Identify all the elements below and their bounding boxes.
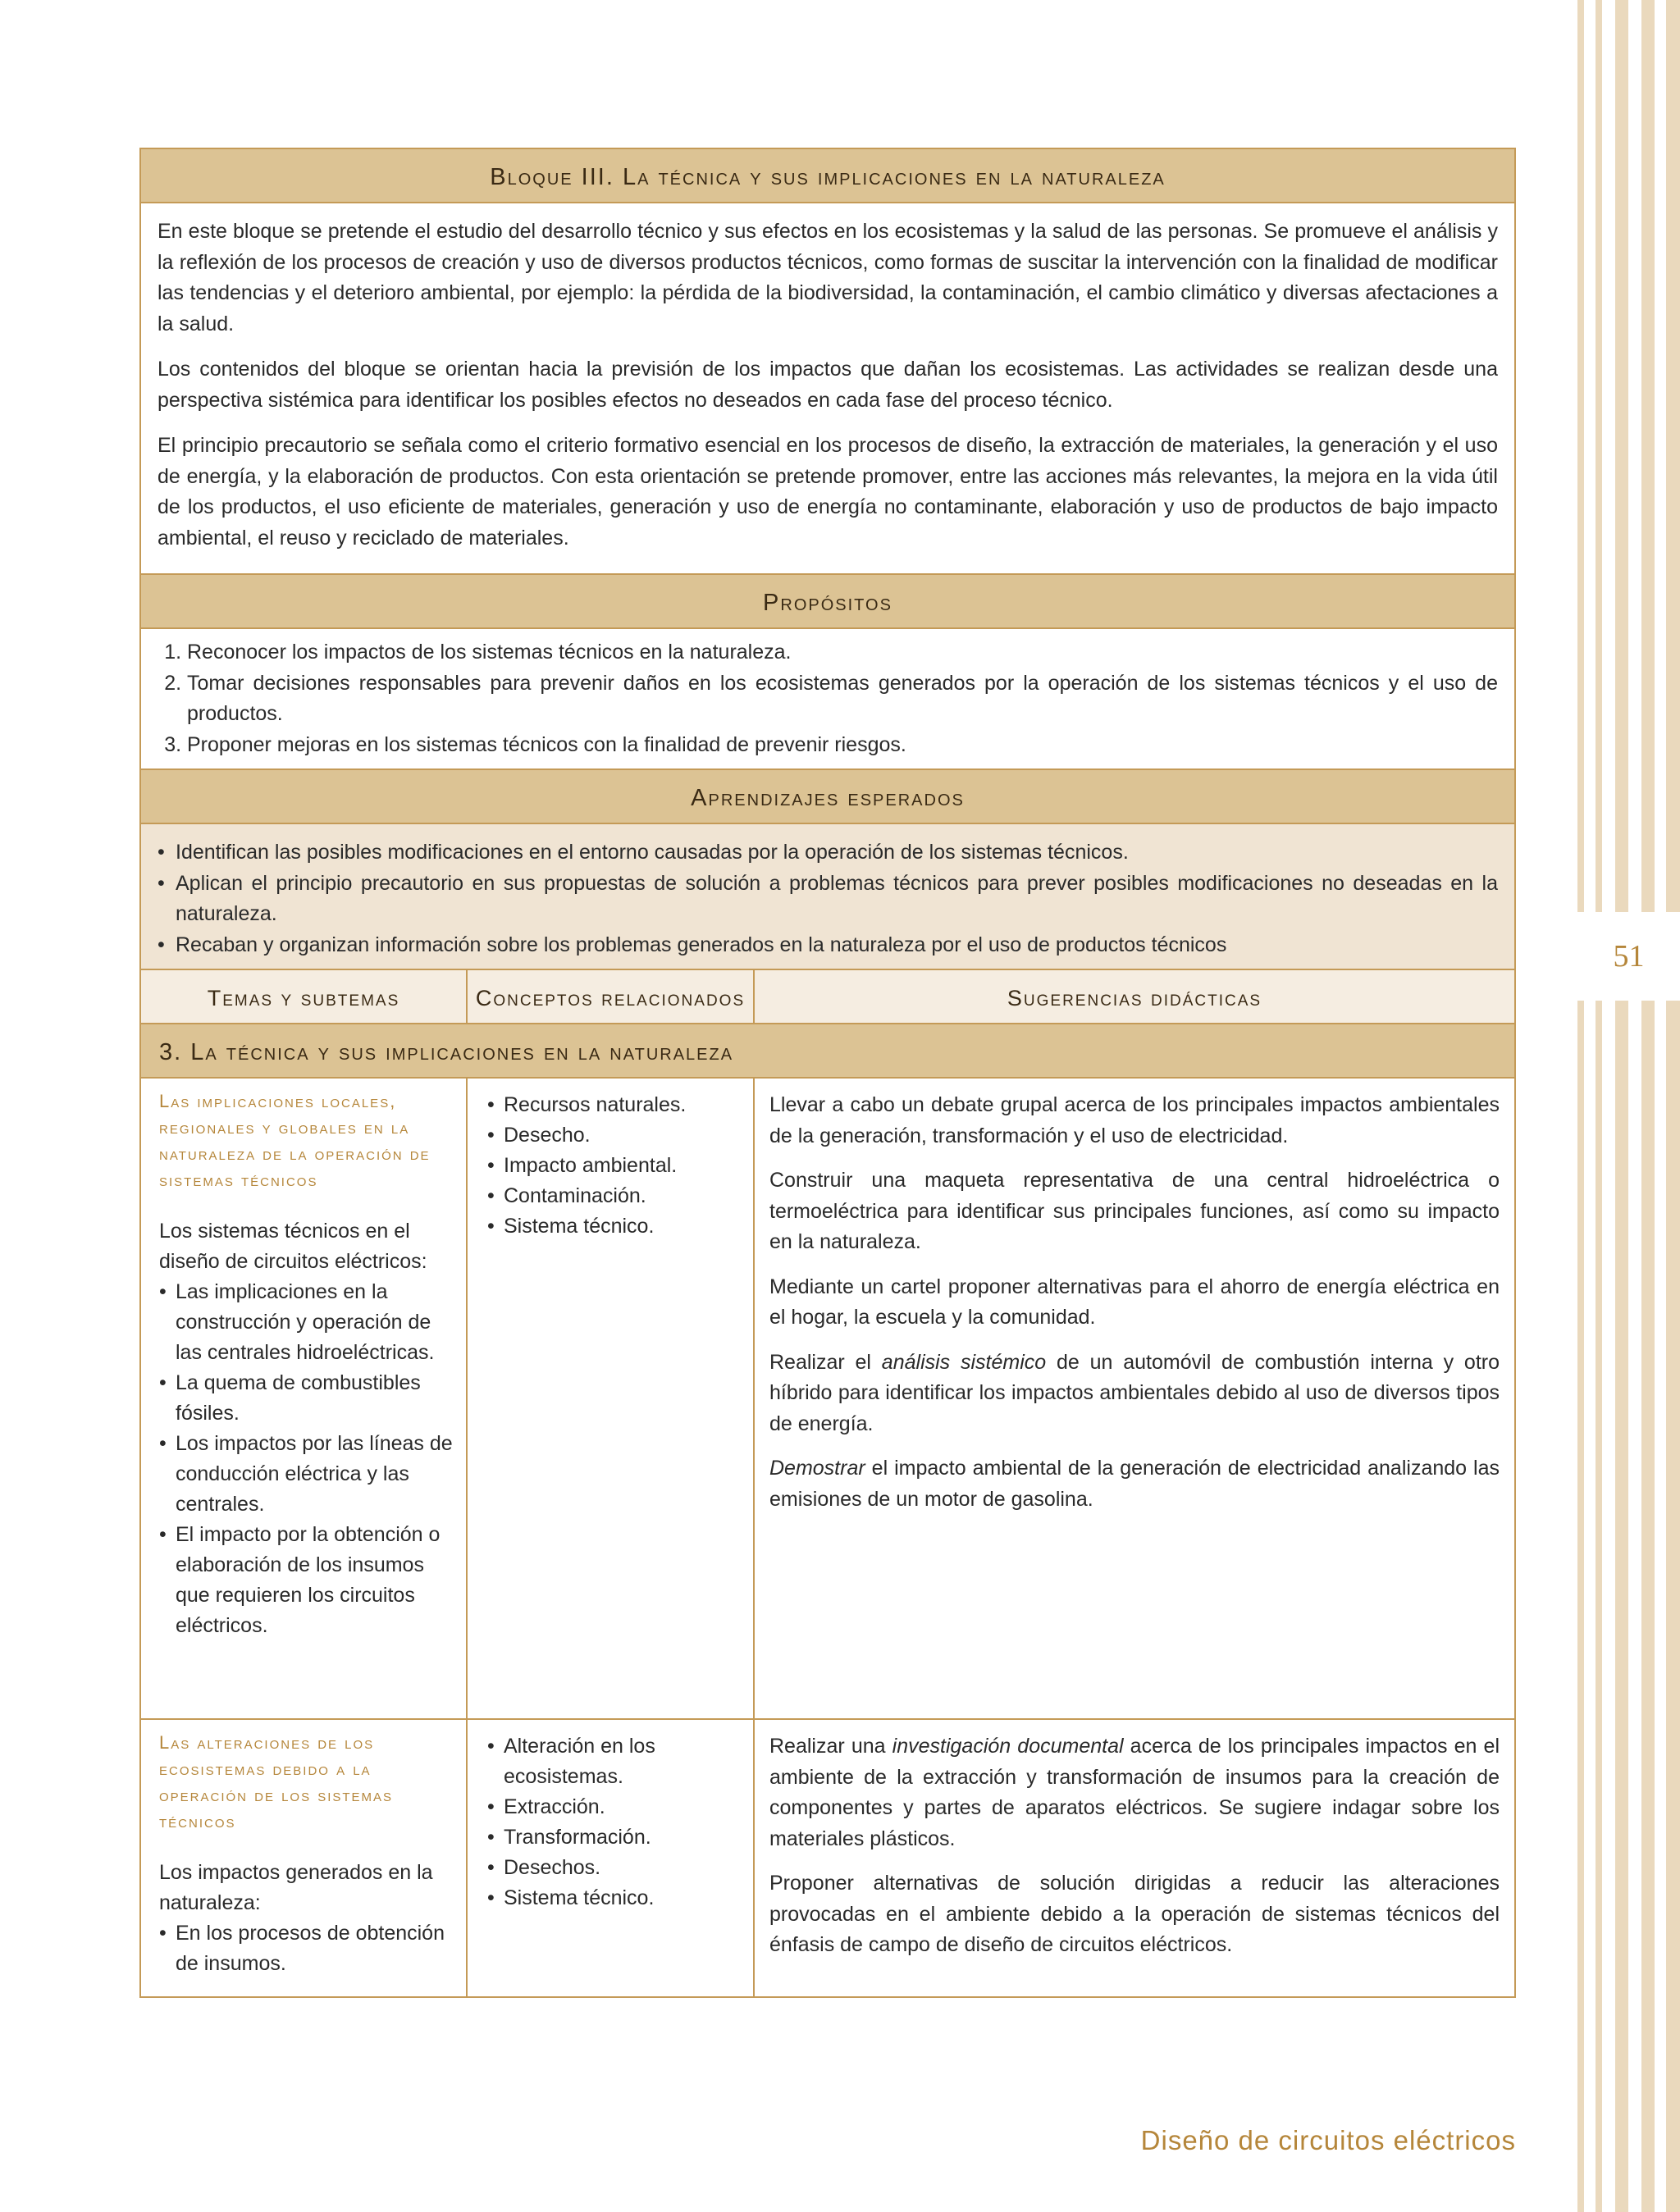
column-temas: Temas y subtemas bbox=[141, 970, 468, 1023]
column-sugerencias: Sugerencias didácticas bbox=[1007, 986, 1262, 1010]
concepto-item: • Extracción. bbox=[504, 1792, 743, 1822]
concepto-item: • Impacto ambiental. bbox=[504, 1151, 743, 1181]
bloque-table bbox=[139, 148, 1516, 1998]
footer-title: Diseño de circuitos eléctricos bbox=[1140, 2125, 1516, 2155]
page-number-box bbox=[1577, 912, 1680, 1001]
sugerencias-cell bbox=[755, 1720, 1514, 1996]
concepto-item: • Recursos naturales. bbox=[504, 1090, 743, 1120]
temas-cell bbox=[141, 1079, 468, 1718]
proposito-item: 2. Tomar decisiones responsables para prevenir daños en los ecosistemas generados por la operación de los sistemas técnicos y el uso de productos. bbox=[187, 668, 1498, 730]
concepto-item: • Desechos. bbox=[504, 1853, 743, 1883]
aprendizajes-list bbox=[141, 824, 1514, 970]
column-conceptos: Conceptos relacionados bbox=[468, 970, 755, 1023]
conceptos-cell bbox=[468, 1720, 755, 1996]
concepto-item: • Desecho. bbox=[504, 1120, 743, 1151]
page-number: 51 bbox=[1613, 939, 1645, 974]
temas-cell bbox=[141, 1720, 468, 1996]
subtema-title: Las alteraciones de los ecosistemas debido a la operación de los sistemas técnicos bbox=[159, 1732, 394, 1831]
intro-paragraph: Los contenidos del bloque se orientan hacia la previsión de los impactos que dañan los ecosistemas. Las actividades se realizan desde una perspectiva sistémica para identificar los posibles efectos no deseados en cada fase del proceso técnico. bbox=[158, 358, 1498, 412]
subtema-bullet: • La quema de combustibles fósiles. bbox=[176, 1368, 454, 1429]
aprendizajes-title: Aprendizajes esperados bbox=[141, 770, 1514, 824]
aprendizaje-item: • Aplican el principio precautorio en sus propuestas de solución a problemas técnicos para prever posibles modificaciones no deseadas en la naturaleza. bbox=[176, 869, 1498, 930]
sugerencia: Realizar el análisis sistémico de un automóvil de combustión interna y otro híbrido para identificar los impactos ambientales debido al uso de diversos tipos de energía. bbox=[769, 1350, 1500, 1435]
concepto-item: • Alteración en los ecosistemas. bbox=[504, 1731, 743, 1792]
bloque-intro bbox=[141, 203, 1514, 575]
concepto-item: • Sistema técnico. bbox=[504, 1211, 743, 1242]
concepto-item: • Transformación. bbox=[504, 1822, 743, 1853]
decorative-stripes bbox=[1577, 0, 1680, 2212]
column-headers bbox=[141, 970, 1514, 1024]
proposito-item: 3. Proponer mejoras en los sistemas técnicos con la finalidad de prevenir riesgos. bbox=[187, 730, 1498, 761]
sugerencia: Llevar a cabo un debate grupal acerca de los principales impactos ambientales de la generación, transformación y el uso de electricidad. bbox=[769, 1093, 1500, 1147]
concepto-item: • Contaminación. bbox=[504, 1181, 743, 1211]
subtema-bullet: • En los procesos de obtención de insumos. bbox=[176, 1918, 454, 1979]
intro-paragraph: En este bloque se pretende el estudio del desarrollo técnico y sus efectos en los ecosistemas y la salud de las personas. Se promueve el análisis y la reflexión de los procesos de creación y uso de diversos productos técnicos, como formas de suscitar la intervención con la finalidad de modificar las tendencias y el deterioro ambiental, por ejemplo: la pérdida de la biodiversidad, la contaminación, el cambio climático y diversas afectaciones a la salud. bbox=[158, 220, 1498, 335]
sugerencia: Mediante un cartel proponer alternativas para el ahorro de energía eléctrica en el hogar, la escuela y la comunidad. bbox=[769, 1275, 1500, 1329]
sugerencia: Proponer alternativas de solución dirigidas a reducir las alteraciones provocadas en el ambiente debido a la operación de sistemas técnicos del énfasis de campo de diseño de circuitos eléctricos. bbox=[769, 1872, 1500, 1956]
table-row bbox=[141, 1720, 1514, 1996]
aprendizaje-item: • Recaban y organizan información sobre los problemas generados en la naturaleza por el uso de productos técnicos bbox=[176, 930, 1498, 961]
subtema-bullet: • Los impactos por las líneas de conducción eléctrica y las centrales. bbox=[176, 1429, 454, 1520]
propositos-list bbox=[141, 629, 1514, 770]
sugerencia: Realizar una investigación documental acerca de los principales impactos en el ambiente de la extracción y transformación de insumos para la creación de componentes y partes de aparatos eléctricos. Se sugiere indagar sobre los materiales plásticos. bbox=[769, 1735, 1500, 1850]
subtema-intro: Los sistemas técnicos en el diseño de circuitos eléctricos: bbox=[159, 1220, 427, 1273]
propositos-title: Propósitos bbox=[141, 575, 1514, 629]
subtema-title: Las implicaciones locales, regionales y globales en la naturaleza de la operación de sistemas técnicos bbox=[159, 1091, 431, 1190]
tema-title: 3. La técnica y sus implicaciones en la naturaleza bbox=[141, 1024, 1514, 1079]
sugerencia: Construir una maqueta representativa de una central hidroeléctrica o termoeléctrica para identificar sus principales funciones, así como su impacto en la naturaleza. bbox=[769, 1169, 1500, 1253]
intro-paragraph: El principio precautorio se señala como el criterio formativo esencial en los procesos de diseño, la extracción de materiales, la generación y el uso de energía, y la elaboración de productos. Con esta orientación se pretende promover, entre las acciones más relevantes, la mejora en la vida útil de los productos, el uso eficiente de materiales, generación y uso de energía no contaminante, elaboración y uso de productos de bajo impacto ambiental, el reuso y reciclado de materiales. bbox=[158, 434, 1498, 550]
sugerencia: Demostrar el impacto ambiental de la generación de electricidad analizando las emisiones de un motor de gasolina. bbox=[769, 1457, 1500, 1511]
sugerencias-cell bbox=[755, 1079, 1514, 1718]
subtema-intro: Los impactos generados en la naturaleza: bbox=[159, 1861, 433, 1914]
conceptos-cell bbox=[468, 1079, 755, 1718]
proposito-item: 1. Reconocer los impactos de los sistemas técnicos en la naturaleza. bbox=[187, 637, 1498, 668]
table-row bbox=[141, 1079, 1514, 1720]
aprendizaje-item: • Identifican las posibles modificaciones en el entorno causadas por la operación de los sistemas técnicos. bbox=[176, 837, 1498, 869]
subtema-bullet: • Las implicaciones en la construcción y operación de las centrales hidroeléctricas. bbox=[176, 1277, 454, 1368]
concepto-item: • Sistema técnico. bbox=[504, 1883, 743, 1913]
bloque-title: Bloque III. La técnica y sus implicaciones en la naturaleza bbox=[141, 149, 1514, 203]
subtema-bullet: • El impacto por la obtención o elaboración de los insumos que requieren los circuitos eléctricos. bbox=[176, 1520, 454, 1641]
